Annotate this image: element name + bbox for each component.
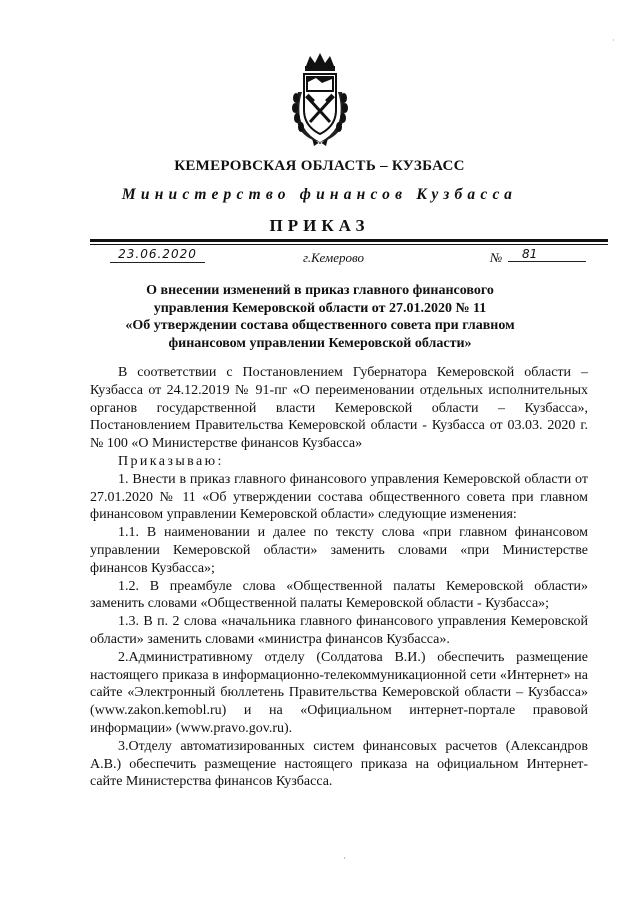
- header-rule-thick: [90, 239, 608, 242]
- region-title: КЕМЕРОВСКАЯ ОБЛАСТЬ – КУЗБАСС: [174, 158, 465, 174]
- order-date: 23.06.2020: [110, 247, 205, 263]
- heading-line: О внесении изменений в приказ главного финансового: [146, 283, 494, 298]
- paragraph-1-3: 1.3. В п. 2 слова «начальника главного финансового управления Кемеровской области» заменить словами «министра финансов Кузбасса».: [90, 614, 588, 647]
- coat-of-arms-icon: [286, 52, 354, 148]
- paragraph-2: 2.Административному отделу (Солдатова В.И.) обеспечить размещение настоящего приказа в информационно-телекоммуникационной сети «Интернет» на сайте «Электронный бюллетень Правительства Кемеровской области – Кузбасса» (www.zakon.kemobl.ru) и на «Официальном интернет-портале правовой информации» (www.pravo.gov.ru).: [90, 649, 588, 736]
- paragraph-1: 1. Внести в приказ главного финансового управления Кемеровской области от 27.01.2020 № 11 «Об утверждении состава общественного совета при главном финансовом управлении Кемеровской области» следующие изменения:: [90, 471, 588, 523]
- scan-speck: ·: [612, 36, 615, 45]
- preamble-paragraph: В соответствии с Постановлением Губернатора Кемеровской области – Кузбасса от 24.12.2019 № 91-пг «О переименовании отдельных исполнительных органов государственной власти Кемеровской области – Кузбасса», Постановлением Правительства Кемеровской области - Кузбасса от 03.03. 2020 г. № 100 «О Министерстве финансов Кузбасса»: [90, 365, 588, 452]
- heading-line: финансовом управлении Кемеровской области»: [168, 335, 472, 351]
- number-sign: №: [490, 250, 503, 265]
- order-body: [90, 364, 588, 791]
- order-word: Приказываю:: [118, 453, 224, 469]
- heading-line: «Об утверждении состава общественного совета при главном: [125, 318, 515, 333]
- order-city: г.Кемерово: [303, 250, 364, 265]
- document-type: ПРИКАЗ: [269, 216, 370, 235]
- order-number: 81: [508, 247, 586, 262]
- paragraph-1-2: 1.2. В преамбуле слова «Общественной палаты Кемеровской области» заменить словами «Общественной палаты Кемеровской области - Кузбасса»;: [90, 578, 588, 612]
- header-rule-thin: [90, 244, 608, 245]
- paragraph-3: 3.Отделу автоматизированных систем финансовых расчетов (Александров А.В.) обеспечить размещение настоящего приказа на официальном Интернет-сайте Министерства финансов Кузбасса.: [90, 738, 588, 790]
- scan-speck: ·: [343, 853, 346, 863]
- paragraph-1-1: 1.1. В наименовании и далее по тексту слова «при главном финансовом управлении Кемеровской области» заменить словами «при Министерстве финансов Кузбасса»;: [90, 525, 588, 576]
- heading-line: управления Кемеровской области от 27.01.2020 № 11: [153, 300, 487, 316]
- order-heading: [105, 282, 535, 352]
- ministry-title: Министерство финансов Кузбасса: [121, 186, 518, 203]
